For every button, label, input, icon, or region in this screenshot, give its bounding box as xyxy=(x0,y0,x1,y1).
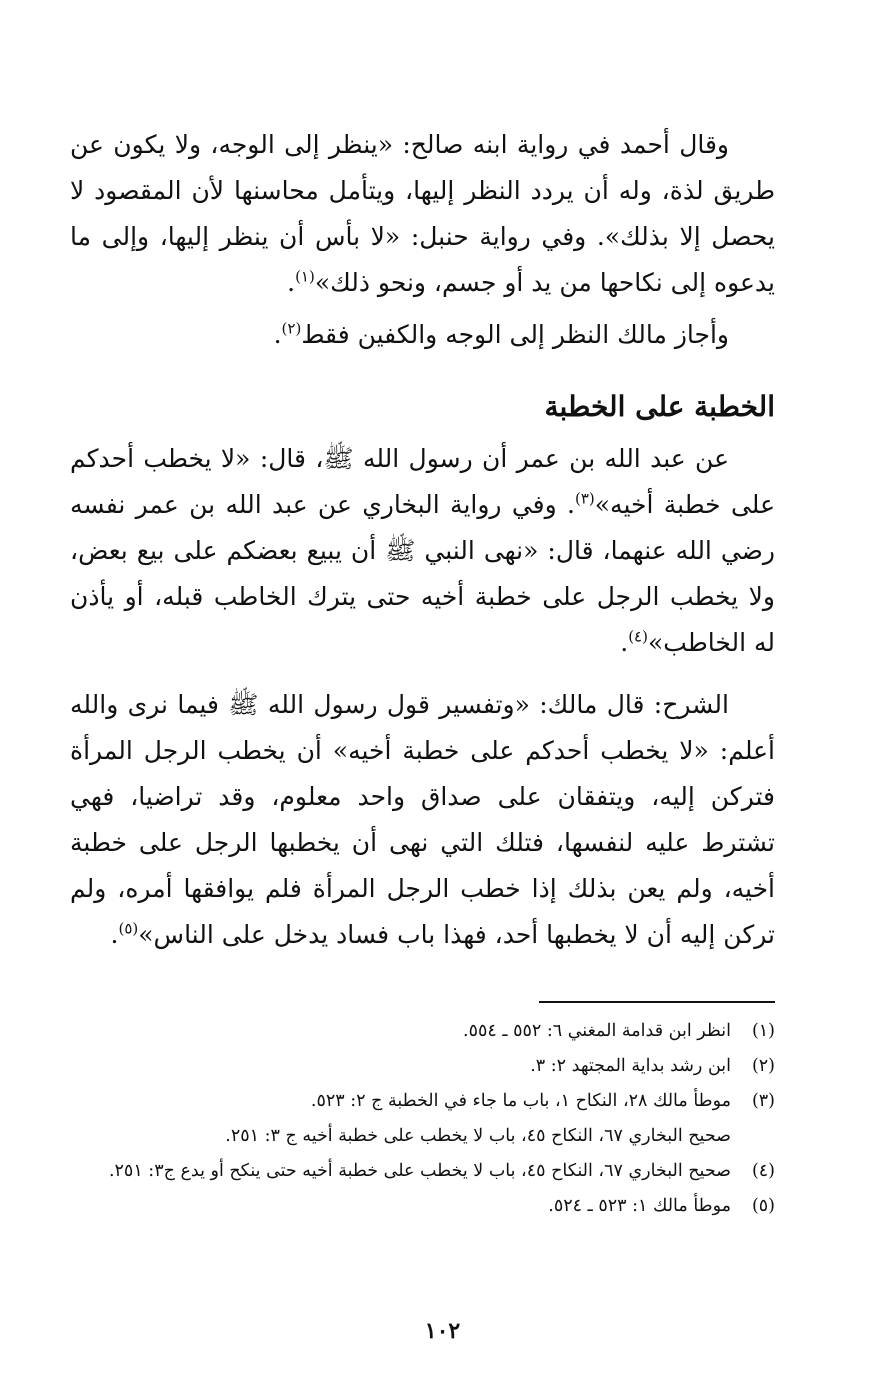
paragraph-commentary xyxy=(70,682,775,958)
paragraph-text: وقال أحمد في رواية ابنه صالح: «ينظر إلى الوجه، ولا يكون عن طريق لذة، وله أن يردد النظر إليها، ويتأمل محاسنها لأن المقصود لا يحصل إلا بذلك». وفي رواية حنبل: «لا بأس أن ينظر إليها، وإلى ما يدعوه إلى نكاحها من يد أو جسم، ونحو ذلك» xyxy=(70,130,775,297)
commentary-text: الشرح: قال مالك: «وتفسير قول رسول الله ﷺ فيما نرى والله أعلم: «لا يخطب أحدكم على خطبة أخيه» أن يخطب الرجل المرأة فتركن إليه، ويتفقان على صداق واحد معلوم، وقد تراضيا، فهي تشترط عليه لنفسها، فتلك التي نهى أن يخطبها الرجل على خطبة أخيه، ولم يعن بذلك إذا خطب الرجل المرأة فلم يوافقها أمره، ولم تركن إليه أن لا يخطبها أحد، فهذا باب فساد يدخل على الناس» xyxy=(70,690,775,949)
footnote-2 xyxy=(70,1049,775,1084)
footnote-ref-1[interactable]: (١) xyxy=(295,267,315,286)
footnote-ref-5[interactable]: (٥) xyxy=(118,919,139,938)
footnote-1 xyxy=(70,1014,775,1049)
footnote-number: (٣) xyxy=(751,1091,775,1111)
hadith-text-part2: . وفي رواية البخاري عن عبد الله بن عمر نفسه رضي الله عنهما، قال: «نهى النبي ﷺ أن يبيع بعضكم على بيع بعض، ولا يخطب الرجل على خطبة أخيه حتى يترك الخاطب قبله، أو يأذن له الخاطب» xyxy=(70,490,775,657)
footnote-number: (٤) xyxy=(751,1161,775,1181)
footnote-text: صحيح البخاري ٦٧، النكاح ٤٥، باب لا يخطب على خطبة أخيه ج ٣: ٢٥١. xyxy=(225,1126,731,1146)
paragraph-gap xyxy=(70,666,775,682)
footnote-text: انظر ابن قدامة المغني ٦: ٥٥٢ ـ ٥٥٤. xyxy=(463,1021,731,1041)
footnotes xyxy=(70,1014,775,1224)
footnote-4 xyxy=(70,1154,775,1189)
footnote-ref-2[interactable]: (٢) xyxy=(281,319,302,338)
paragraph-malik-opinion xyxy=(70,312,775,358)
footnote-text: ابن رشد بداية المجتهد ٢: ٣. xyxy=(530,1056,731,1076)
footnote-number: (١) xyxy=(751,1021,775,1041)
paragraph-text: وأجاز مالك النظر إلى الوجه والكفين فقط xyxy=(301,320,729,349)
paragraph-hadith xyxy=(70,436,775,666)
paragraph-ahmad-narration xyxy=(70,122,775,306)
footnote-text: صحيح البخاري ٦٧، النكاح ٤٥، باب لا يخطب على خطبة أخيه حتى ينكح أو يدع ج٣: ٢٥١. xyxy=(108,1161,731,1181)
footnote-text: موطأ مالك ١: ٥٢٣ ـ ٥٢٤. xyxy=(548,1196,731,1216)
paragraph-end: . xyxy=(273,320,282,349)
paragraph-end: . xyxy=(620,628,629,657)
hadith-text-part1: عن عبد الله بن عمر أن رسول الله ﷺ، قال: «لا يخطب أحدكم على خطبة أخيه» xyxy=(70,444,775,519)
paragraph-end: . xyxy=(287,268,296,297)
footnote-divider xyxy=(539,1001,775,1003)
main-text xyxy=(70,122,775,958)
footnote-number: (٥) xyxy=(751,1196,775,1216)
footnote-5 xyxy=(70,1189,775,1224)
footnote-text: موطأ مالك ٢٨، النكاح ١، باب ما جاء في الخطبة ج ٢: ٥٢٣. xyxy=(310,1091,731,1111)
section-heading: الخطبة على الخطبة xyxy=(544,390,775,423)
footnote-3-continuation xyxy=(70,1119,775,1154)
footnote-3 xyxy=(70,1084,775,1119)
paragraph-end: . xyxy=(110,920,119,949)
footnote-number: (٢) xyxy=(751,1056,775,1076)
page-number: ١٠٢ xyxy=(424,1318,461,1344)
footnote-ref-3[interactable]: (٣) xyxy=(574,489,595,508)
footnote-ref-4[interactable]: (٤) xyxy=(628,627,648,646)
